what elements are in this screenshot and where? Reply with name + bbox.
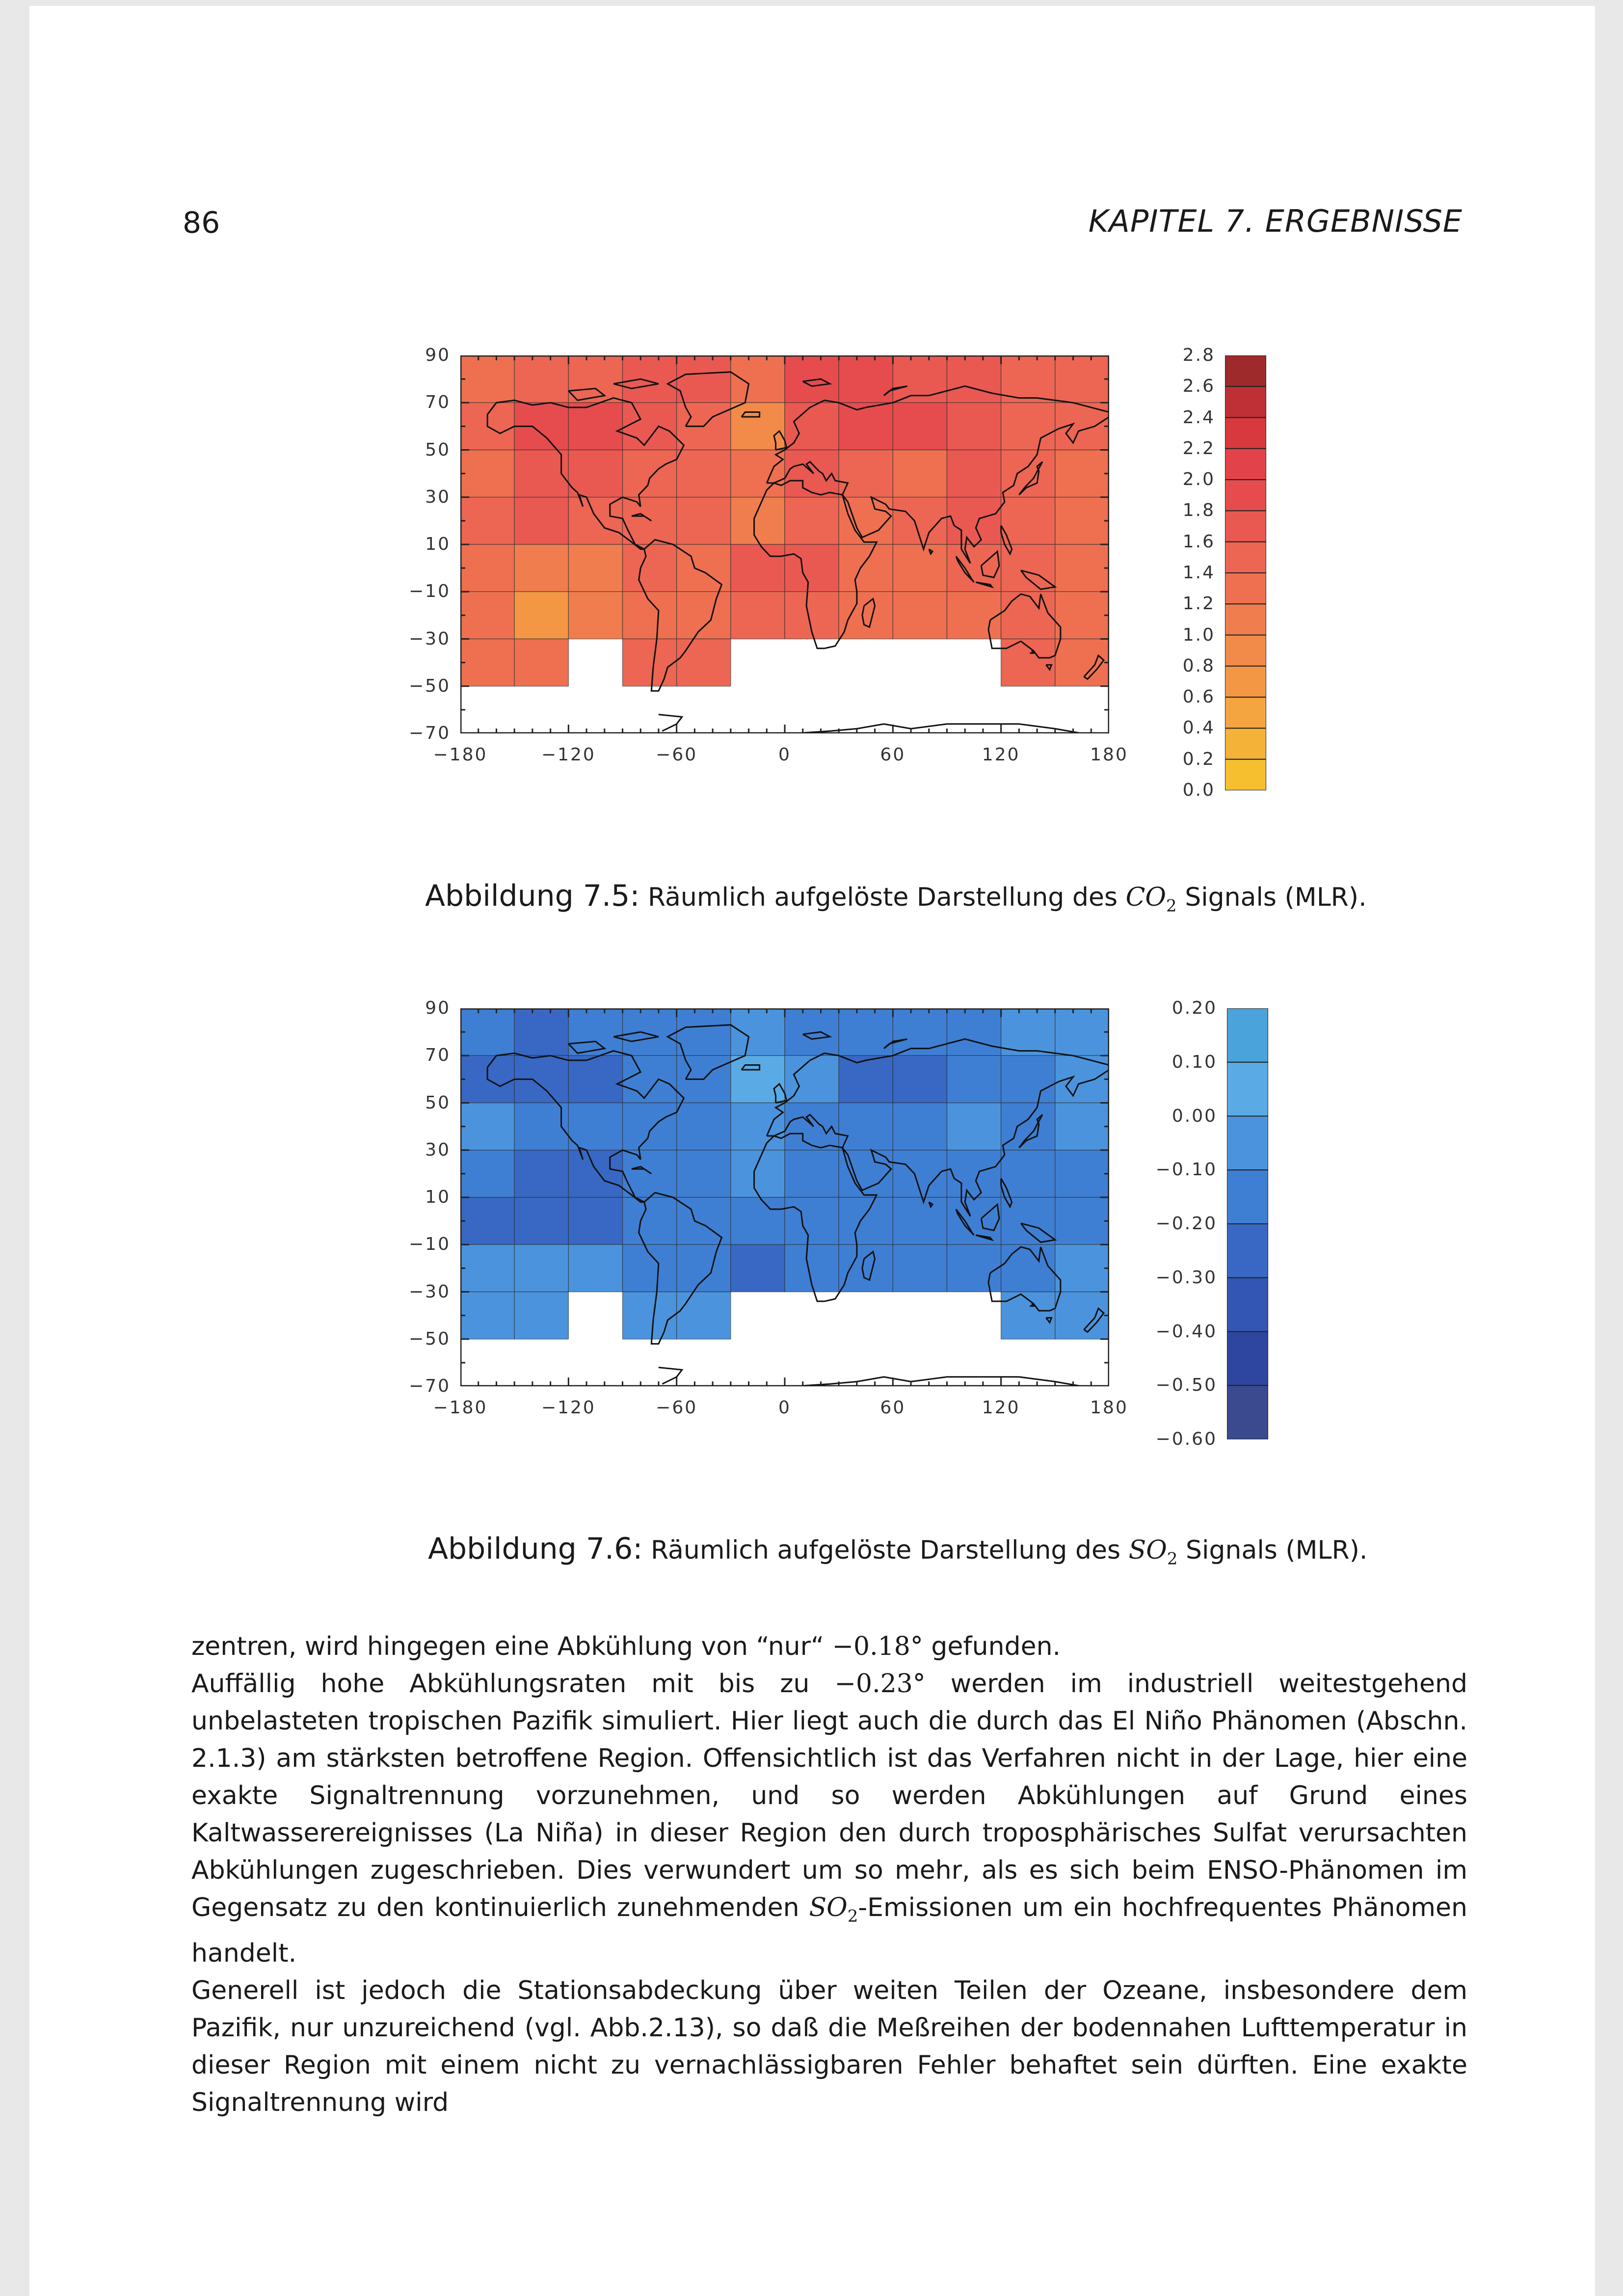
colorbar-segment [1227,1224,1268,1278]
grid-cell [568,592,622,639]
y-tick-label: 50 [425,1092,451,1113]
x-tick-label: 0 [778,1398,791,1418]
grid-cell [947,450,1001,497]
grid-cell [839,1244,893,1292]
colorbar-segment [1225,604,1266,635]
grid-cell [568,450,622,497]
so2-colorbar [1227,1008,1268,1439]
y-tick-label: −50 [409,1328,451,1349]
grid-cell [623,1055,677,1103]
grid-cell [731,355,785,403]
grid-cell [1055,592,1109,639]
body-text [191,1628,1467,2121]
grid-cell [1001,1150,1055,1197]
x-tick-label: −180 [433,1398,488,1418]
grid-cell [623,1244,677,1292]
grid-cell [677,1150,731,1197]
grid-cell [460,1150,514,1197]
grid-cell [1001,1103,1055,1150]
grid-cell [839,544,893,592]
x-tick-label: −60 [656,745,698,765]
grid-cell [785,355,839,403]
colorbar-label: −0.40 [1155,1321,1217,1342]
caption-text: Räumlich aufgelöste Darstellung des [651,1536,1121,1565]
x-tick-label: −180 [433,745,488,765]
grid-cell [460,1103,514,1150]
grid-cell [785,1008,839,1055]
grid-cell [568,403,622,450]
colorbar-label: −0.10 [1155,1160,1217,1180]
grid-cell [1055,450,1109,497]
grid-cell [893,1197,947,1244]
grid-cell [514,1292,568,1339]
grid-cell [568,1150,622,1197]
grid-cell [568,1008,622,1055]
grid-cell [839,450,893,497]
grid-cell [1055,1008,1109,1055]
grid-cell [947,497,1001,544]
paragraph: zentren, wird hingegen eine Abkühlung von “nur“ −0.18° gefunden. [191,1632,1061,1661]
colorbar-label: 0.0 [1182,780,1215,800]
caption-label: Abbildung 7.5: [425,879,640,913]
grid-cell [514,450,568,497]
grid-cell [514,1197,568,1244]
grid-cell [623,1103,677,1150]
y-tick-label: 90 [425,345,451,365]
x-tick-label: 180 [1090,1398,1128,1418]
y-tick-label: 50 [425,439,451,460]
grid-cell [1001,403,1055,450]
grid-cell [623,1150,677,1197]
figure-7-6-caption [428,1533,1367,1575]
grid-cell [1055,355,1109,403]
grid-cell [1001,592,1055,639]
caption-text-end: Signals (MLR). [1186,1536,1368,1565]
grid-cell [893,1103,947,1150]
grid-cell [677,1008,731,1055]
grid-cell [568,1055,622,1103]
y-tick-label: −10 [409,581,451,602]
grid-cell [1055,497,1109,544]
colorbar-label: 2.6 [1182,376,1215,397]
grid-cell [785,1150,839,1197]
x-tick-label: 60 [880,1398,906,1418]
colorbar-segment [1227,1332,1268,1386]
grid-cell [1055,1197,1109,1244]
grid-cell [460,1197,514,1244]
grid-cell [514,544,568,592]
grid-cell [677,450,731,497]
x-tick-label: −120 [541,1398,596,1418]
grid-cell [947,355,1001,403]
y-tick-label: 90 [425,998,451,1018]
grid-cell [568,1244,622,1292]
grid-cell [460,355,514,403]
figure-7-5-caption [425,880,1367,922]
colorbar-label: −0.20 [1155,1214,1217,1234]
grid-cell [1055,1244,1109,1292]
grid-cell [460,1244,514,1292]
grid-cell [623,497,677,544]
grid-cell [568,544,622,592]
grid-cell [947,403,1001,450]
y-tick-label: 70 [425,392,451,413]
grid-cell [568,1197,622,1244]
grid-cell [568,1103,622,1150]
grid-cell [514,592,568,639]
grid-cell [460,1008,514,1055]
colorbar-label: 1.8 [1182,500,1215,521]
grid-cell [623,639,677,686]
grid-cell [460,639,514,686]
colorbar-label: 1.0 [1182,624,1215,645]
colorbar-segment [1225,728,1266,759]
y-tick-label: 30 [425,1139,451,1160]
colorbar-label: 0.10 [1171,1052,1217,1072]
colorbar-segment [1225,697,1266,728]
colorbar-label: 1.2 [1182,594,1215,614]
colorbar-label: 2.8 [1182,345,1215,365]
grid-cell [785,1197,839,1244]
grid-cell [947,1103,1001,1150]
grid-cell [893,403,947,450]
grid-cell [731,1197,785,1244]
grid-cell [677,1292,731,1339]
colorbar-label: −0.50 [1155,1375,1217,1396]
colorbar-segment [1225,355,1266,386]
colorbar-segment [1227,1385,1268,1439]
colorbar-segment [1227,1278,1268,1332]
grid-cell [514,355,568,403]
colorbar-segment [1225,573,1266,604]
co2-colorbar [1225,355,1266,790]
grid-cell [731,403,785,450]
x-tick-label: −120 [541,745,596,765]
grid-cell [1055,544,1109,592]
colorbar-label: 0.20 [1171,998,1217,1018]
colorbar-label: 0.4 [1182,718,1215,738]
colorbar-label: 0.00 [1171,1106,1217,1126]
grid-cell [893,592,947,639]
grid-cell [623,403,677,450]
colorbar-segment [1225,511,1266,541]
running-head: KAPITEL 7. ERGEBNISSE [1088,203,1463,239]
x-tick-label: −60 [656,1398,698,1418]
y-tick-label: −10 [409,1234,451,1255]
colorbar-label: 2.4 [1182,407,1215,428]
grid-cell [514,639,568,686]
grid-cell [677,592,731,639]
grid-cell [731,1244,785,1292]
grid-cell [947,1244,1001,1292]
paragraph: Generell ist jedoch die Stationsabdeckung über weiten Teilen der Ozeane, insbesondere dem Pazifik, nur unzureichend (vgl. Abb.2.13), so daß die Meßreihen der bodennahen Lufttemperatur in dieser Region mit einem nicht zu vernachlässigbaren Fehler behaftet sein dürften. Eine exakte Signaltrennung wird [191,1976,1467,2118]
grid-cell [731,1055,785,1103]
grid-cell [839,1103,893,1150]
grid-cell [623,450,677,497]
grid-cell [1001,1055,1055,1103]
y-tick-label: −30 [409,628,451,649]
colorbar-segment [1225,449,1266,480]
grid-cell [893,544,947,592]
grid-cell [785,497,839,544]
colorbar-label: 2.2 [1182,438,1215,459]
grid-cell [1001,1244,1055,1292]
colorbar-segment [1227,1116,1268,1170]
y-tick-label: −70 [409,723,451,743]
grid-cell [839,592,893,639]
grid-cell [568,497,622,544]
grid-cell [460,592,514,639]
caption-label: Abbildung 7.6: [428,1532,643,1566]
colorbar-segment [1225,759,1266,790]
page-number: 86 [183,206,220,240]
grid-cell [677,355,731,403]
grid-cell [893,450,947,497]
x-tick-label: 120 [982,1398,1020,1418]
grid-cell [623,1197,677,1244]
paragraph: Auffällig hohe Abkühlungsraten mit bis zu −0.23° werden im industriell weitestgehend unbelasteten tropischen Pazifik simuliert. Hier liegt auch die durch das El Niño Phänomen (Abschn. 2.1.3) am stärksten betroffene Region. Offensichtlich ist das Verfahren nicht in der Lage, hier eine exakte Signaltrennung vorzunehmen, und so werden Abkühlungen auf Grund eines Kaltwasserereignisses (La Niña) in dieser Region den durch troposphärisches Sulfat verursachten Abkühlungen zugeschrieben. Dies verwundert um so mehr, als es sich beim ENSO-Phänomen im Gegensatz zu den kontinuierlich zunehmenden $SO_2$-Emissionen um ein hochfrequentes Phänomen handelt. [191,1669,1468,1969]
grid-cell [731,1008,785,1055]
colorbar-label: 1.6 [1182,531,1215,552]
colorbar-segment [1225,635,1266,666]
inline-math: −0.18° [832,1632,923,1661]
x-tick-label: 0 [778,745,791,765]
colorbar-segment [1227,1008,1268,1062]
grid-cell [731,592,785,639]
colorbar-segment [1227,1062,1268,1116]
grid-cell [731,450,785,497]
grid-cell [623,1008,677,1055]
x-tick-label: 180 [1090,745,1128,765]
grid-cell [1001,497,1055,544]
y-tick-label: 10 [425,534,451,554]
colorbar-label: 0.6 [1182,687,1215,707]
grid-cell [460,450,514,497]
grid-cell [460,1292,514,1339]
colorbar-segment [1225,666,1266,697]
grid-cell [1055,1103,1109,1150]
grid-cell [460,544,514,592]
grid-cell [677,639,731,686]
y-tick-label: 10 [425,1187,451,1207]
colorbar-segment [1227,1170,1268,1224]
colorbar-label: 2.0 [1182,469,1215,490]
y-tick-label: −30 [409,1281,451,1302]
grid-cell [731,544,785,592]
inline-math: −0.23° [834,1669,926,1699]
colorbar-label: −0.30 [1155,1267,1217,1288]
grid-cell [514,497,568,544]
grid-cell [947,1150,1001,1197]
y-tick-label: −70 [409,1376,451,1396]
grid-cell [460,497,514,544]
colorbar-label: 1.4 [1182,563,1215,583]
grid-cell [947,544,1001,592]
grid-cell [677,1103,731,1150]
grid-cell [677,497,731,544]
grid-cell [947,592,1001,639]
colorbar-segment [1225,418,1266,449]
so2-signal-map [460,1008,1109,1386]
grid-cell [893,1244,947,1292]
grid-cell [947,1055,1001,1103]
x-tick-label: 120 [982,745,1020,765]
grid-cell [514,1103,568,1150]
x-tick-label: 60 [880,745,906,765]
grid-cell [677,1244,731,1292]
colorbar-label: 0.8 [1182,655,1215,676]
y-tick-label: 30 [425,486,451,507]
grid-cell [947,1008,1001,1055]
caption-text-end: Signals (MLR). [1185,883,1367,912]
grid-cell [731,497,785,544]
colorbar-label: −0.60 [1155,1429,1217,1449]
grid-cell [839,1197,893,1244]
y-tick-label: 70 [425,1045,451,1066]
grid-cell [623,592,677,639]
grid-cell [893,1055,947,1103]
colorbar-segment [1225,480,1266,511]
grid-cell [731,1150,785,1197]
grid-cell [839,403,893,450]
grid-cell [514,1150,568,1197]
grid-cell [731,1103,785,1150]
grid-cell [514,1008,568,1055]
colorbar-segment [1225,386,1266,417]
grid-cell [514,1244,568,1292]
grid-cell [623,355,677,403]
colorbar-segment [1225,542,1266,573]
caption-text: Räumlich aufgelöste Darstellung des [648,883,1118,912]
grid-cell [1001,450,1055,497]
grid-cell [568,355,622,403]
caption-formula: $SO_2$ [1128,1536,1178,1569]
y-tick-label: −50 [409,675,451,696]
inline-formula: $SO_2$ [809,1893,858,1926]
grid-cell [623,544,677,592]
grid-cell [1055,1150,1109,1197]
colorbar-label: 0.2 [1182,749,1215,769]
caption-formula: $CO_2$ [1125,883,1177,916]
co2-signal-map [460,355,1109,733]
grid-cell [839,1055,893,1103]
grid-cell [623,1292,677,1339]
grid-cell [785,544,839,592]
grid-cell [947,1197,1001,1244]
